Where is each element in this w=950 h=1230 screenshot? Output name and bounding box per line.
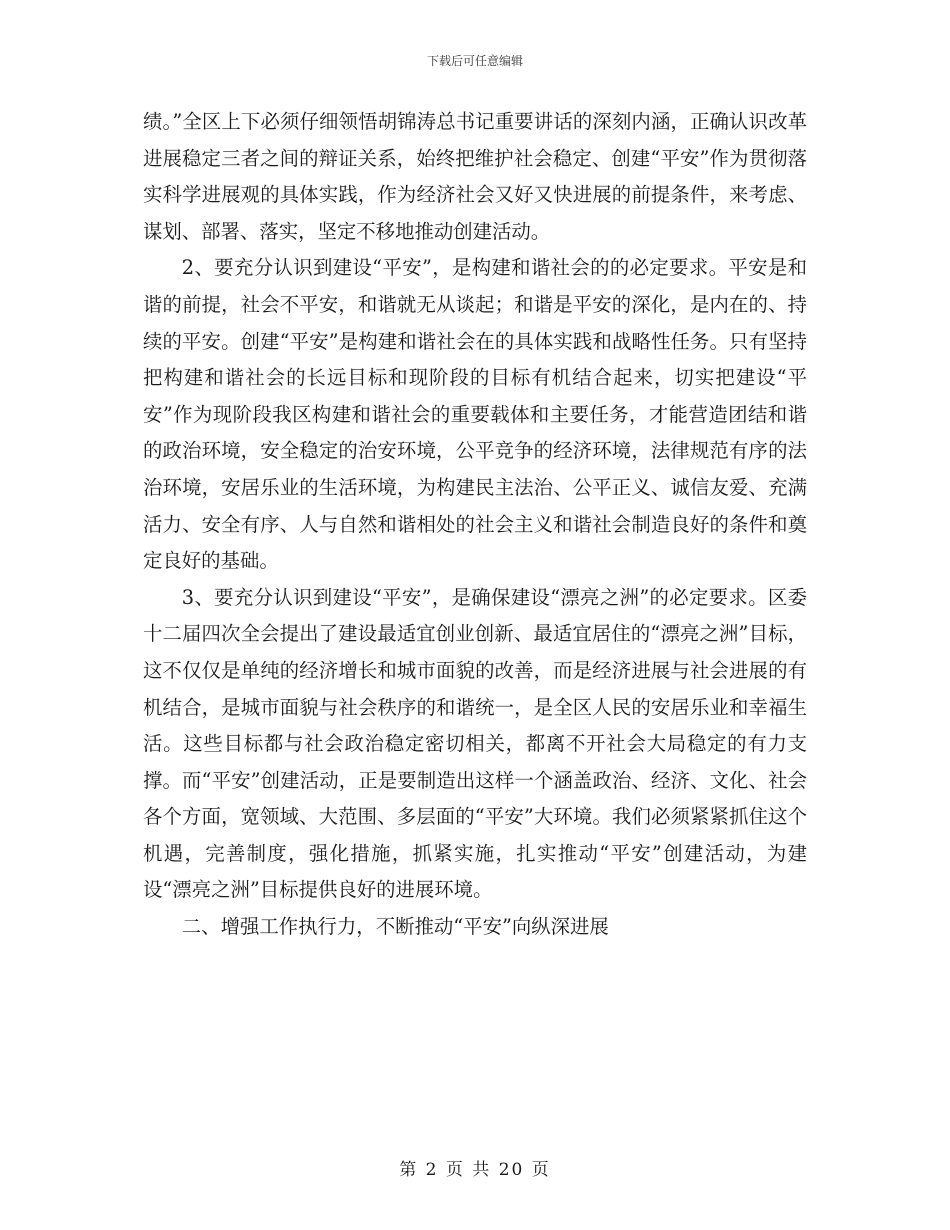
section-heading-2: 二、增强工作执行力，不断推动“平安”向纵深进展 xyxy=(181,915,609,939)
paragraph-item-3: 3、要充分认识到建设“平安”，是确保建设“漂亮之洲”的必定要求。区委十二届四次全会提出了建设最适宜创业创新、最适宜居住的“漂亮之洲”目标，这不仅仅是单纯的经济增长和城市面貌的改善，而是经济进展与社会进展的有机结合，是城市面貌与社会秩序的和谐统一，是全区人民的安居乐业和幸福生活。这些目标都与社会政治稳定密切相关，都离不开社会大局稳定的有力支撑。而“平安”创建活动，正是要制造出这样一个涵盖政治、经济、文化、社会各个方面，宽领域、大范围、多层面的“平安”大环境。我们必须紧紧抓住这个机遇，完善制度，强化措施，抓紧实施，扎实推动“平安”创建活动，为建设“漂亮之洲”目标提供良好的进展环境。 xyxy=(143,585,807,902)
paragraph-continuation: 绩。”全区上下必须仔细领悟胡锦涛总书记重要讲话的深刻内涵，正确认识改革进展稳定三者之间的辩证关系，始终把维护社会稳定、创建“平安”作为贯彻落实科学进展观的具体实践，作为经济社会又好又快进展的前提条件，来考虑、谋划、部署、落实，坚定不移地推动创建活动。 xyxy=(143,110,807,243)
document-body xyxy=(143,104,807,946)
paragraph-item-2: 2、要充分认识到建设“平安”，是构建和谐社会的的必定要求。平安是和谐的前提，社会不平安，和谐就无从谈起；和谐是平安的深化，是内在的、持续的平安。创建“平安”是构建和谐社会在的具体实践和战略性任务。只有坚持把构建和谐社会的长远目标和现阶段的目标有机结合起来，切实把建设“平安”作为现阶段我区构建和谐社会的重要载体和主要任务，才能营造团结和谐的政治环境，安全稳定的治安环境，公平竞争的经济环境，法律规范有序的法治环境，安居乐业的生活环境，为构建民主法治、公平正义、诚信友爱、充满活力、安全有序、人与自然和谐相处的社会主义和谐社会制造良好的条件和奠定良好的基础。 xyxy=(143,256,807,573)
page-header: 下载后可任意编辑 xyxy=(426,54,523,68)
page-footer: 第 2 页 共 20 页 xyxy=(399,1160,551,1180)
